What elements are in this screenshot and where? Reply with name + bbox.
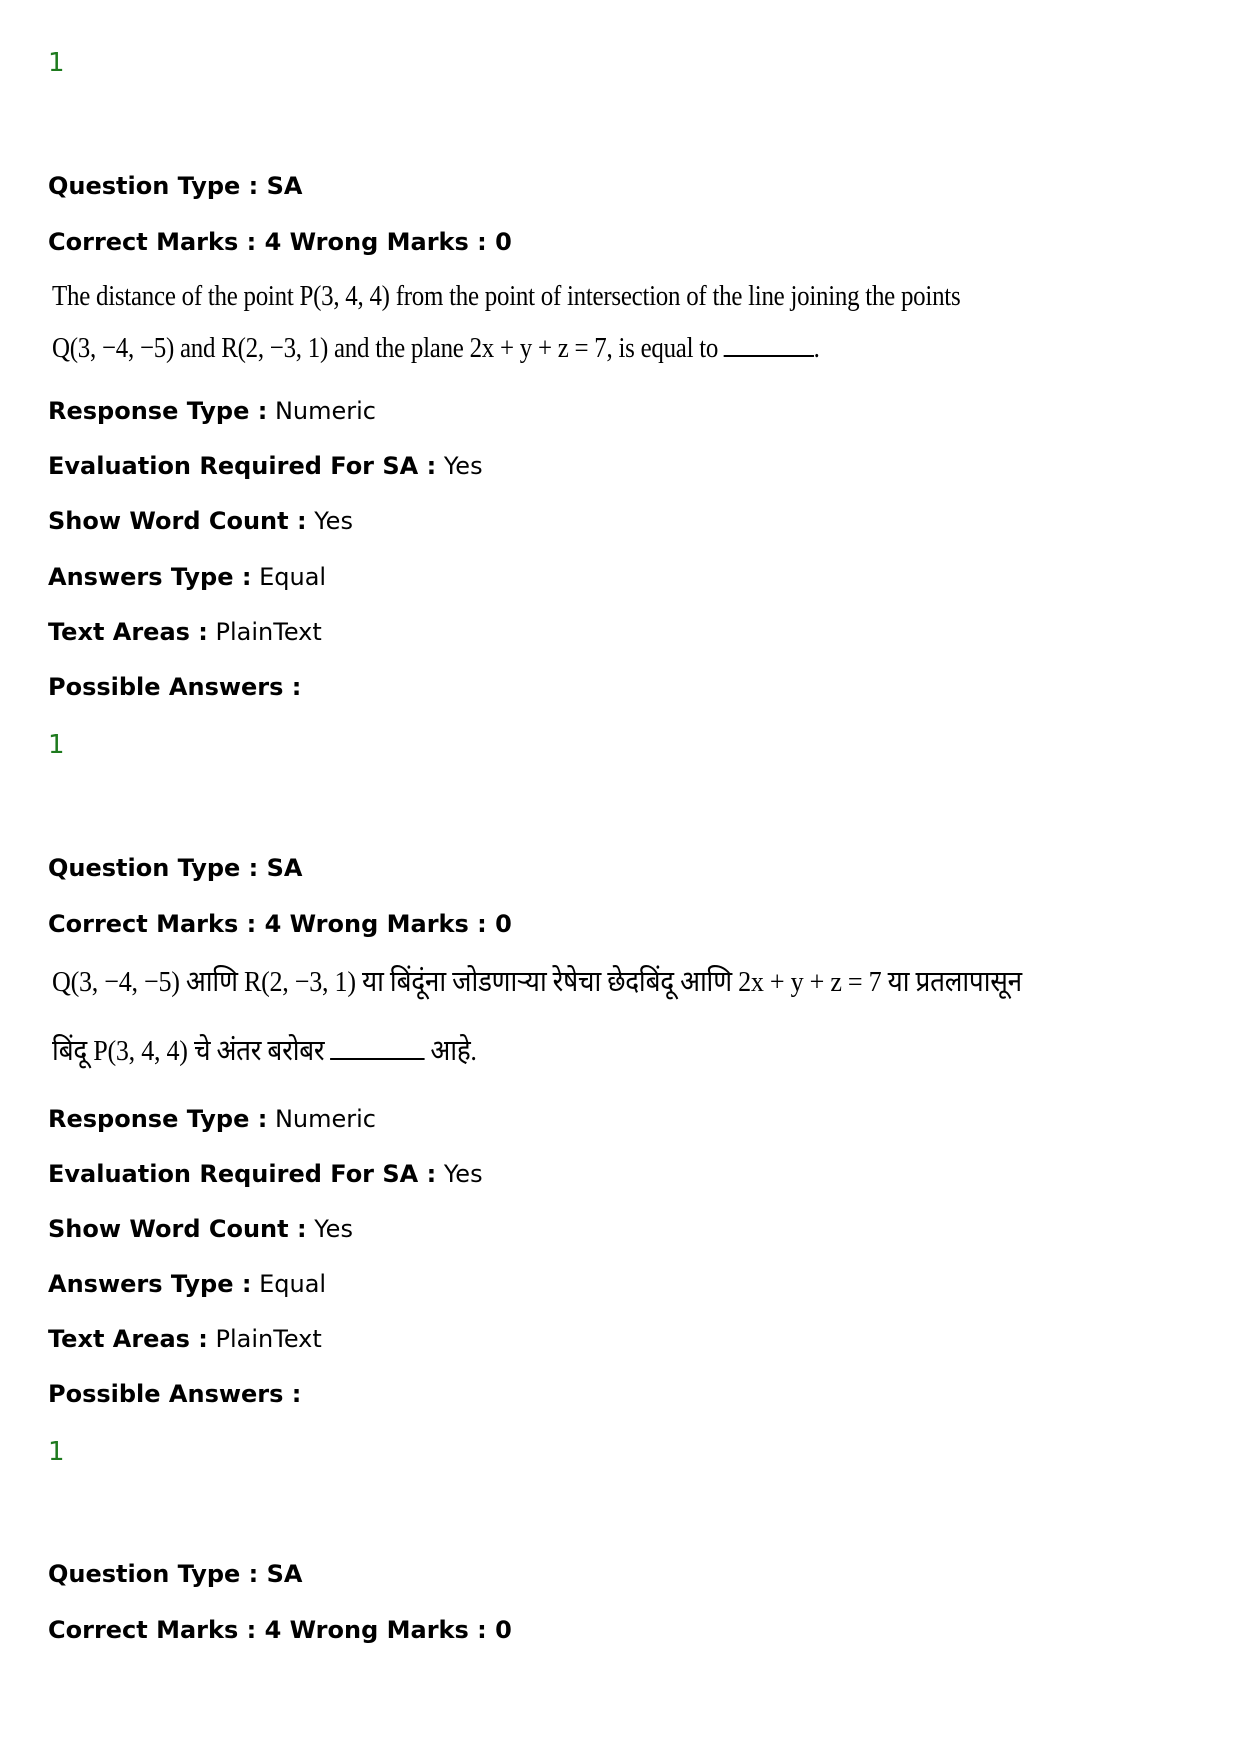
question-text-line-with-blank (52, 1036, 477, 1066)
question-type-label: Question Type : SA (48, 1560, 303, 1588)
question-text-line-with-blank (52, 333, 820, 363)
marks-label: Correct Marks : 4 Wrong Marks : 0 (48, 1616, 512, 1644)
evaluation-value: Yes (443, 452, 483, 480)
answer-blank (330, 1036, 424, 1060)
word-count-label: Show Word Count : (48, 507, 307, 535)
text-areas-value: PlainText (215, 1325, 322, 1353)
question-number: 1 (48, 48, 65, 78)
question-text-line: Q(3, −4, −5) आणि R(2, −3, 1) या बिंदूंना जोडणाऱ्या रेषेचा छेदबिंदू आणि 2x + y + z = 7 या प्रतलापासून (52, 966, 1022, 998)
marks-label: Correct Marks : 4 Wrong Marks : 0 (48, 228, 512, 256)
answers-type-label: Answers Type : (48, 1270, 252, 1298)
response-type-label: Response Type : (48, 1105, 268, 1133)
evaluation-value: Yes (443, 1160, 483, 1188)
possible-answer: 1 (48, 730, 65, 760)
answers-type-row (48, 1270, 326, 1298)
question-text-suffix: आहे. (430, 1035, 477, 1067)
evaluation-row (48, 452, 483, 480)
word-count-value: Yes (314, 507, 353, 535)
text-areas-value: PlainText (215, 618, 322, 646)
text-areas-row (48, 1325, 322, 1353)
text-areas-label: Text Areas : (48, 618, 208, 646)
response-type-value: Numeric (274, 1105, 376, 1133)
word-count-row (48, 1215, 353, 1243)
answers-type-row (48, 563, 326, 591)
marks-label: Correct Marks : 4 Wrong Marks : 0 (48, 910, 512, 938)
answer-blank (723, 333, 813, 357)
response-type-value: Numeric (274, 397, 376, 425)
question-text-suffix: . (813, 332, 820, 364)
answers-type-value: Equal (259, 563, 327, 591)
text-areas-row (48, 618, 322, 646)
answers-type-label: Answers Type : (48, 563, 252, 591)
evaluation-label: Evaluation Required For SA : (48, 452, 437, 480)
possible-answers-label: Possible Answers : (48, 673, 302, 701)
answers-type-value: Equal (259, 1270, 327, 1298)
response-type-row (48, 1105, 376, 1133)
question-type-label: Question Type : SA (48, 854, 303, 882)
question-type-label: Question Type : SA (48, 172, 303, 200)
text-areas-label: Text Areas : (48, 1325, 208, 1353)
possible-answers-label: Possible Answers : (48, 1380, 302, 1408)
evaluation-row (48, 1160, 483, 1188)
response-type-row (48, 397, 376, 425)
question-text-line: The distance of the point P(3, 4, 4) from the point of intersection of the line joining the points (52, 280, 961, 312)
possible-answer: 1 (48, 1437, 65, 1467)
response-type-label: Response Type : (48, 397, 268, 425)
word-count-label: Show Word Count : (48, 1215, 307, 1243)
evaluation-label: Evaluation Required For SA : (48, 1160, 437, 1188)
word-count-value: Yes (314, 1215, 353, 1243)
question-text-line: Q(3, −4, −5) and R(2, −3, 1) and the plane 2x + y + z = 7, is equal to (52, 332, 719, 364)
word-count-row (48, 507, 353, 535)
question-text-line: बिंदू P(3, 4, 4) चे अंतर बरोबर (52, 1035, 325, 1067)
